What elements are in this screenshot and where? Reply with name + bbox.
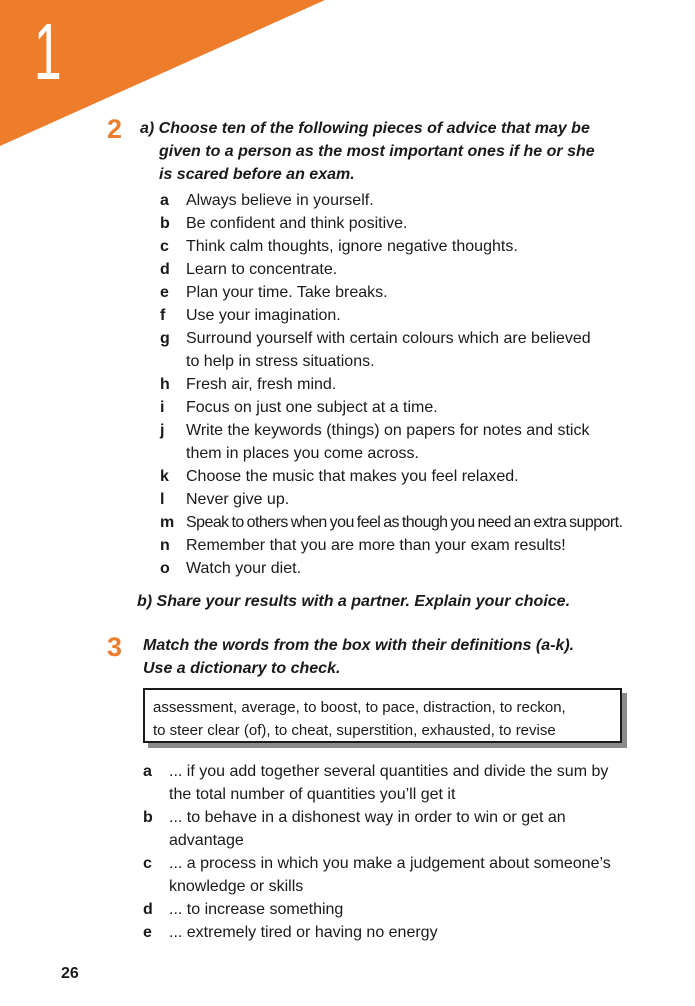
- item-letter: f: [160, 307, 166, 324]
- item-text: Surround yourself with certain colours which are believed: [186, 330, 591, 347]
- definitions-list: [143, 760, 611, 944]
- item-text: Choose the music that makes you feel relaxed.: [186, 468, 519, 485]
- item-letter: m: [160, 514, 175, 531]
- item-text: Focus on just one subject at a time.: [186, 399, 438, 416]
- advice-list: [160, 189, 622, 580]
- word-box: [143, 688, 622, 743]
- item-letter: j: [160, 422, 165, 439]
- list-item: [160, 327, 622, 373]
- part-b-text: b) Share your results with a partner. Explain your choice.: [137, 593, 571, 610]
- item-letter: e: [143, 924, 152, 941]
- item-letter: e: [160, 284, 169, 301]
- item-text: ... to increase something: [169, 901, 344, 918]
- word-box-line: to steer clear (of), to cheat, superstition, exhausted, to revise: [153, 722, 556, 739]
- item-letter: k: [160, 468, 169, 485]
- exercise-2-number: 2: [107, 114, 123, 144]
- item-letter: b: [143, 809, 153, 826]
- item-text: Plan your time. Take breaks.: [186, 284, 388, 301]
- list-item: [143, 760, 611, 806]
- item-letter: o: [160, 560, 170, 577]
- item-text: Speak to others when you feel as though you need an extra support.: [186, 514, 623, 531]
- list-item: [160, 258, 622, 281]
- item-letter: l: [160, 491, 165, 508]
- instruction-line: is scared before an exam.: [159, 166, 355, 183]
- item-letter: d: [160, 261, 170, 278]
- item-letter: n: [160, 537, 170, 554]
- list-item: [143, 898, 611, 921]
- list-item: [160, 281, 622, 304]
- item-letter: c: [143, 855, 152, 872]
- list-item: [143, 806, 611, 852]
- list-item: [160, 304, 622, 327]
- list-item: [160, 534, 622, 557]
- instruction-line: given to a person as the most important ones if he or she: [159, 143, 595, 160]
- exercise-3-instruction: [143, 634, 574, 680]
- list-item: [160, 212, 622, 235]
- item-text: Watch your diet.: [186, 560, 302, 577]
- item-text: Fresh air, fresh mind.: [186, 376, 337, 393]
- item-text: Think calm thoughts, ignore negative thoughts.: [186, 238, 518, 255]
- item-text: Always believe in yourself.: [186, 192, 374, 209]
- list-item: [160, 373, 622, 396]
- exercise-3-number: 3: [107, 632, 123, 662]
- item-text: ... if you add together several quantities and divide the sum by: [169, 763, 609, 780]
- instruction-line: a) Choose ten of the following pieces of advice that may be: [140, 120, 590, 137]
- page-number: 26: [61, 965, 79, 982]
- item-text: to help in stress situations.: [186, 353, 375, 370]
- exercise-2-instruction: [140, 117, 595, 186]
- item-text: Never give up.: [186, 491, 290, 508]
- item-letter: i: [160, 399, 165, 416]
- item-letter: c: [160, 238, 169, 255]
- item-text: Learn to concentrate.: [186, 261, 338, 278]
- item-letter: a: [143, 763, 152, 780]
- exercise-2-part-b: [137, 590, 570, 613]
- item-letter: h: [160, 376, 170, 393]
- item-letter: g: [160, 330, 170, 347]
- item-letter: b: [160, 215, 170, 232]
- item-text: Be confident and think positive.: [186, 215, 408, 232]
- list-item: [160, 511, 622, 534]
- list-item: [160, 396, 622, 419]
- list-item: [143, 852, 611, 898]
- item-text: them in places you come across.: [186, 445, 419, 462]
- item-text: the total number of quantities you’ll get it: [169, 786, 456, 803]
- item-text: knowledge or skills: [169, 878, 304, 895]
- list-item: [160, 419, 622, 465]
- list-item: [160, 465, 622, 488]
- word-box-line: assessment, average, to boost, to pace, distraction, to reckon,: [153, 699, 566, 716]
- item-text: ... extremely tired or having no energy: [169, 924, 438, 941]
- item-letter: d: [143, 901, 153, 918]
- unit-number: 1: [34, 7, 62, 96]
- list-item: [160, 235, 622, 258]
- instruction-line: Match the words from the box with their definitions (a-k).: [143, 637, 575, 654]
- list-item: [160, 557, 622, 580]
- item-text: ... a process in which you make a judgement about someone’s: [169, 855, 611, 872]
- item-text: ... to behave in a dishonest way in order to win or get an: [169, 809, 566, 826]
- item-letter: a: [160, 192, 169, 209]
- list-item: [160, 189, 622, 212]
- item-text: advantage: [169, 832, 244, 849]
- item-text: Write the keywords (things) on papers for notes and stick: [186, 422, 590, 439]
- item-text: Use your imagination.: [186, 307, 341, 324]
- list-item: [160, 488, 622, 511]
- item-text: Remember that you are more than your exam results!: [186, 537, 566, 554]
- list-item: [143, 921, 611, 944]
- instruction-line: Use a dictionary to check.: [143, 660, 341, 677]
